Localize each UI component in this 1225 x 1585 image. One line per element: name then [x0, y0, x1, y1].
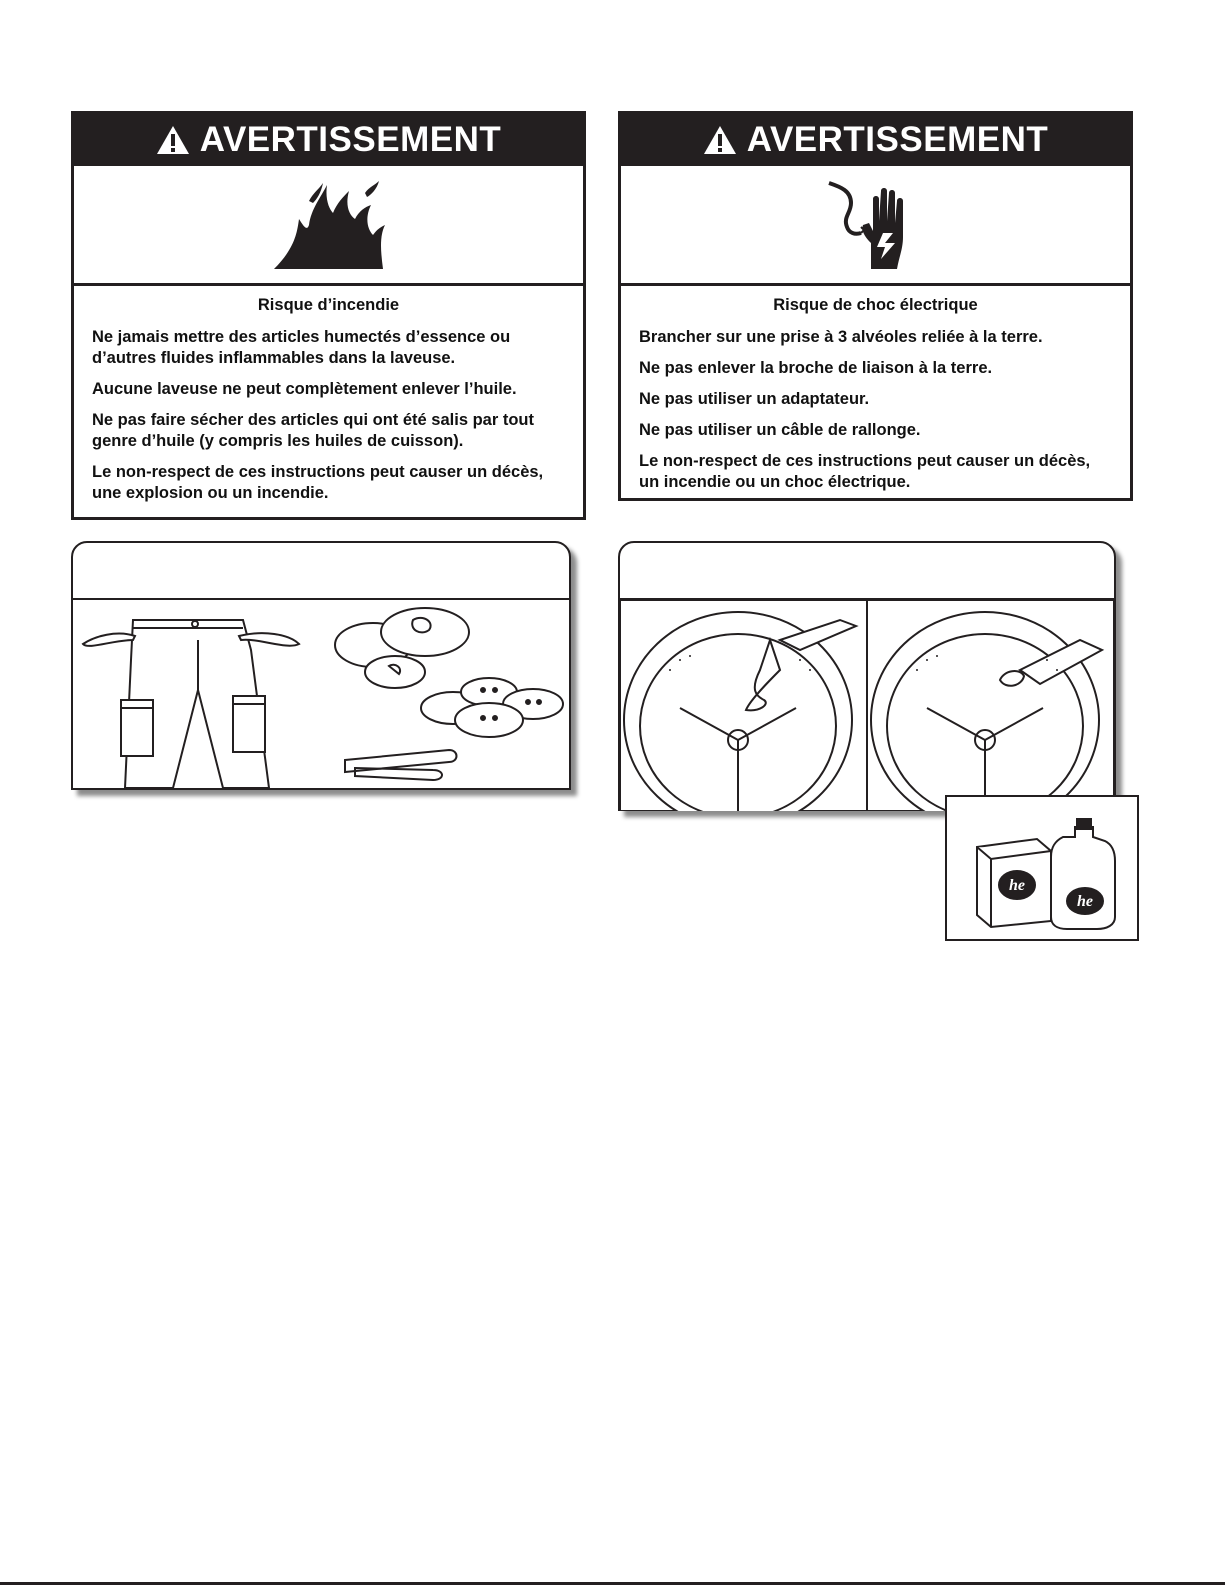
fire-icon-area: [74, 166, 583, 286]
shock-warning-line: Ne pas utiliser un adaptateur.: [639, 390, 870, 408]
pockets-panel: [71, 541, 571, 790]
detergent-inset: [945, 795, 1139, 941]
shock-warning-line: Brancher sur une prise à 3 alvéoles reliée à la terre.: [639, 328, 1043, 346]
detergent-logo-bottle: he: [1077, 893, 1093, 910]
shock-warning-header: [621, 114, 1130, 166]
fire-warning-header: [74, 114, 583, 166]
shock-warning-box: [618, 111, 1133, 501]
shock-warning-body: [621, 286, 1130, 493]
fire-warning-line: Ne pas faire sécher des articles qui ont été salis par tout genre d’huile (y compris les huiles de cuisson).: [92, 411, 534, 450]
fire-icon: [269, 179, 389, 271]
shock-warning-line: Le non-respect de ces instructions peut causer un décès, un incendie ou un choc électrique.: [639, 452, 1091, 491]
fire-warning-body: [74, 286, 583, 504]
fire-warning-line: Ne jamais mettre des articles humectés d’essence ou d’autres fluides inflammables dans la laveuse.: [92, 328, 511, 367]
fire-warning-line: Le non-respect de ces instructions peut causer un décès, une explosion ou un incendie.: [92, 463, 544, 502]
electric-shock-hand-icon: [821, 177, 931, 273]
pants-pockets-coins-buttons-pins-illustration: [73, 600, 569, 788]
fire-warning-header-text: AVERTISSEMENT: [199, 120, 502, 159]
fire-warning-line: Aucune laveuse ne peut complètement enlever l’huile.: [92, 380, 517, 398]
fire-warning-box: [71, 111, 586, 520]
shock-warning-title: Risque de choc électrique: [773, 296, 978, 314]
warning-triangle-icon: [156, 125, 190, 155]
fire-warning-title: Risque d’incendie: [257, 296, 400, 314]
shock-warning-line: Ne pas utiliser un câble de rallonge.: [639, 421, 921, 439]
pockets-panel-tab: [73, 543, 569, 600]
detergent-logo-box: he: [1009, 877, 1025, 894]
washer-panel-tab: [620, 543, 1114, 600]
washer-panel: [618, 541, 1116, 811]
warning-triangle-icon: [703, 125, 737, 155]
shock-warning-header-text: AVERTISSEMENT: [746, 120, 1049, 159]
shock-icon-area: [621, 166, 1130, 286]
shock-warning-line: Ne pas enlever la broche de liaison à la terre.: [639, 359, 993, 377]
washer-detergent-pouring-illustration: [620, 600, 1114, 811]
detergent-products-icon: [947, 797, 1137, 939]
